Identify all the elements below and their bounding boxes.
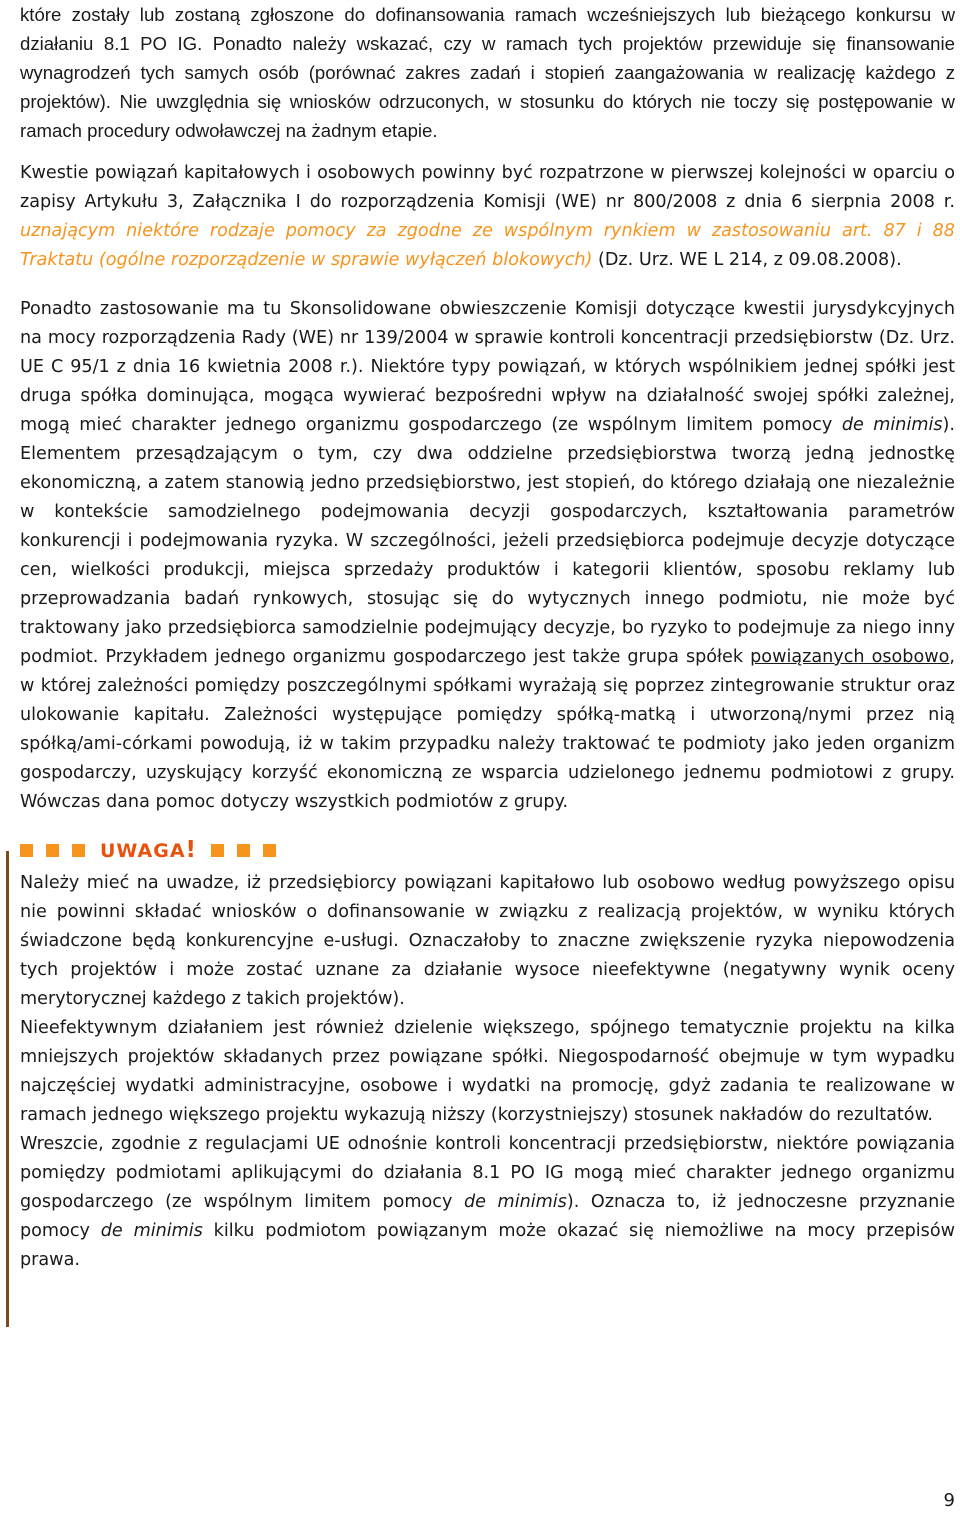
exclamation-icon: ! bbox=[185, 837, 198, 863]
square-bullet-icon bbox=[46, 844, 59, 857]
warning-paragraph-1 bbox=[20, 869, 955, 1014]
warning-block bbox=[20, 835, 955, 1275]
square-bullet-icon bbox=[211, 844, 224, 857]
document-page bbox=[20, 0, 955, 1275]
square-bullet-icon bbox=[72, 844, 85, 857]
warning-label: UWAGA bbox=[100, 840, 186, 862]
paragraph-text: Należy mieć na uwadze, iż przedsiębiorcy powiązani kapitałowo lub osobowo według powyższego opisu nie powinni składać wniosków o dofinansowanie w związku z realizacją projektów, w wyniku których świadczone będą konkurencyjne e-usługi. Oznaczałoby to znaczne zwiększenie ryzyka niepowodzenia tych projektów i może zostać uznane za działanie wysoce nieefektywne (negatywny wynik oceny merytorycznej każdego z takich projektów). bbox=[20, 873, 955, 1009]
paragraph-text: , w której zależności pomiędzy poszczególnymi spółkami wyrażają się poprzez zintegrowanie struktur oraz ulokowanie kapitału. Zależności występujące pomiędzy spółką-matką i utworzoną/nymi przez nią spółką/ami-córkami powodują, iż w takim przypadku należy traktować te podmioty jako jeden organizm gospodarczy, uzyskujący korzyść ekonomiczną ze wsparcia udzielonego jednemu podmiotowi z grupy. Wówczas dana pomoc dotyczy wszystkich podmiotów z grupy. bbox=[20, 647, 955, 812]
paragraph-consolidated-notice bbox=[20, 295, 955, 817]
paragraph-text: które zostały lub zostaną zgłoszone do dofinansowania ramach wcześniejszych lub bieżącego konkursu w działaniu 8.1 PO IG. Ponadto należy wskazać, czy w ramach tych projektów przewiduje się finansowanie wynagrodzeń tych samych osób (porównać zakres zadań i stopień zaangażowania w realizację każdego z projektów). Nie uwzględnia się wniosków odrzuconych, w stosunku do których nie toczy się postępowanie w ramach procedury odwoławczej na żadnym etapie. bbox=[20, 4, 955, 141]
paragraph-project-financing bbox=[20, 0, 955, 145]
italic-term: de minimis bbox=[463, 1192, 567, 1212]
italic-term: de minimis bbox=[841, 415, 943, 435]
paragraph-text: Nieefektywnym działaniem jest również dzielenie większego, spójnego tematycznie projektu na kilka mniejszych projektów składanych przez powiązane spółki. Niegospodarność obejmuje w tym wypadku najczęściej wydatki administracyjne, osobowe i wydatki na promocję, gdyż zadania te realizowane w ramach jednego większego projektu wykazują niższy (korzystniejszy) stosunek nakładów do rezultatów. bbox=[20, 1018, 955, 1125]
warning-header bbox=[20, 835, 955, 865]
square-bullet-icon bbox=[20, 844, 33, 857]
paragraph-text: Wreszcie, zgodnie z regulacjami UE odnośnie kontroli koncentracji przedsiębiorstw, niektóre powiązania pomiędzy podmiotami aplikującymi do działania 8.1 PO IG mogą mieć charakter jednego organizmu gospodarczego (ze wspólnym limitem pomocy bbox=[20, 1134, 955, 1212]
square-bullet-icon bbox=[263, 844, 276, 857]
warning-paragraph-3 bbox=[20, 1130, 955, 1275]
paragraph-text: (Dz. Urz. WE L 214, z 09.08.2008). bbox=[592, 250, 902, 270]
paragraph-text: Kwestie powiązań kapitałowych i osobowych powinny być rozpatrzone w pierwszej kolejności w oparciu o zapisy Artykułu 3, Załącznika I do rozporządzenia Komisji (WE) nr 800/2008 z dnia 6 sierpnia 2008 r. bbox=[20, 163, 955, 212]
regulation-title: uznającym niektóre rodzaje pomocy za zgodne ze wspólnym rynkiem w zastosowaniu art. 87 i 88 Traktatu (ogólne rozporządzenie w sprawie wyłączeń blokowych) bbox=[20, 221, 955, 270]
underlined-term: powiązanych osobowo bbox=[750, 647, 950, 667]
paragraph-text: Ponadto zastosowanie ma tu Skonsolidowane obwieszczenie Komisji dotyczące kwestii jurysdykcyjnych na mocy rozporządzenia Rady (WE) nr 139/2004 w sprawie kontroli koncentracji przedsiębiorstw (Dz. Urz. UE C 95/1 z dnia 16 kwietnia 2008 r.). Niektóre typy powiązań, w których wspólnikiem jednej spółki jest druga spółka dominująca, mogąca wywierać bezpośredni wpływ na działalność swojej spółki zależnej, mogą mieć charakter jednego organizmu gospodarczego (ze wspólnym limitem pomocy bbox=[20, 299, 955, 435]
paragraph-capital-links bbox=[20, 159, 955, 275]
paragraph-text: kilku podmiotom powiązanym może okazać się niemożliwe na mocy przepisów prawa. bbox=[20, 1221, 956, 1270]
square-bullet-icon bbox=[237, 844, 250, 857]
warning-paragraph-2 bbox=[20, 1014, 955, 1130]
paragraph-text: ). Elementem przesądzającym o tym, czy dwa oddzielne przedsiębiorstwa tworzą jedną jednostkę ekonomiczną, a zatem stanowią jedno przedsiębiorstwo, jest stopień, do którego działają one niezależnie w kontekście samodzielnego podejmowania decyzji gospodarczych, kształtowania parametrów konkurencji i podejmowania ryzyka. W szczególności, jeżeli przedsiębiorca podejmuje decyzje dotyczące cen, wielkości produkcji, miejsca sprzedaży produktów i kategorii klientów, sposobu reklamy lub przeprowadzania badań rynkowych, stosując się do wytycznych innego podmiotu, nie może być traktowany jako przedsiębiorca samodzielnie podejmujący decyzje, bo ryzyko to podejmuje za niego inny podmiot. Przykładem jednego organizmu gospodarczego jest także grupa spółek bbox=[20, 415, 955, 667]
warning-side-bar bbox=[6, 851, 9, 1327]
warning-title bbox=[100, 837, 197, 863]
page-number: 9 bbox=[943, 1490, 955, 1511]
paragraph-text: ). Oznacza to, iż jednoczesne przyznanie pomocy bbox=[20, 1192, 956, 1241]
italic-term: de minimis bbox=[100, 1221, 203, 1241]
